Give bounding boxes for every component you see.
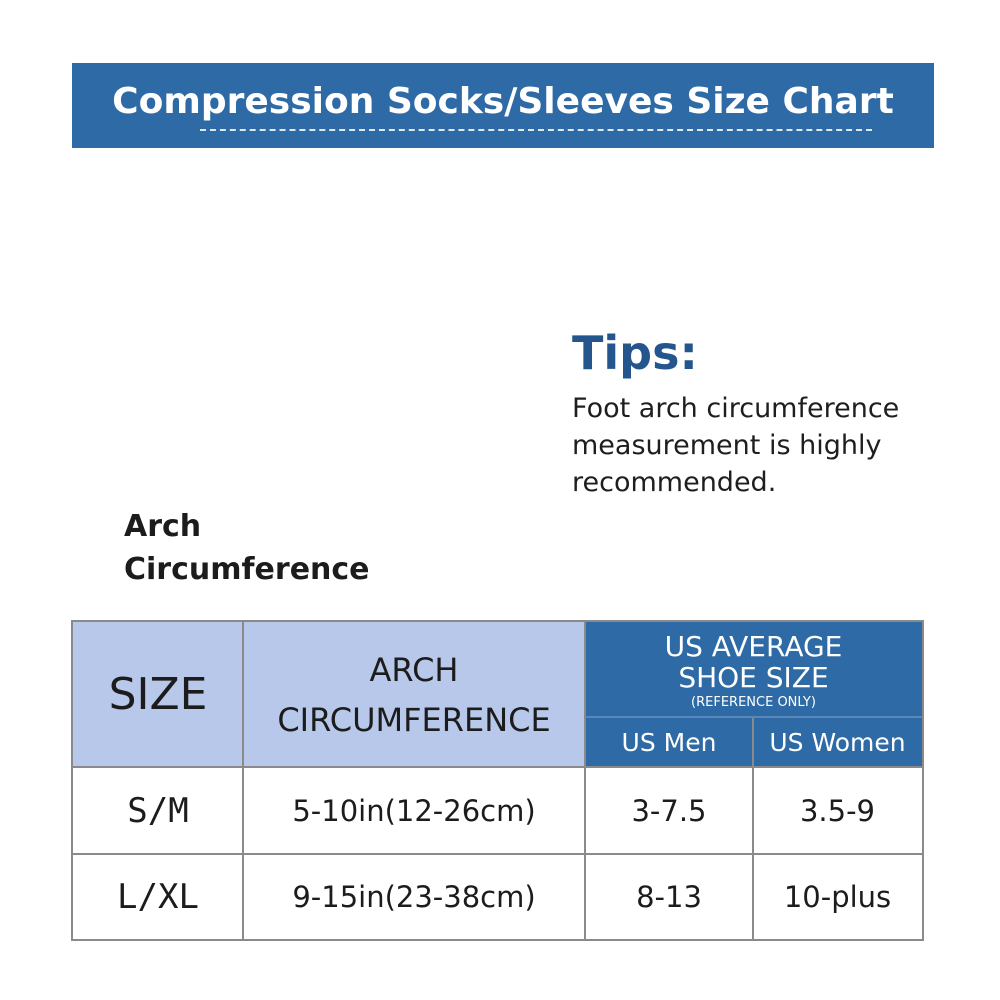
- men-value: 8-13: [636, 879, 702, 914]
- men-value: 3-7.5: [631, 793, 707, 828]
- header-shoe-note: (REFERENCE ONLY): [691, 694, 816, 710]
- table-row-2-men: [585, 854, 753, 939]
- table-row-1-size: [73, 767, 243, 854]
- header-arch: [243, 622, 585, 767]
- tips-title: Tips:: [572, 326, 698, 380]
- banner-dashed-rule: [200, 129, 872, 131]
- table-row-1-women: [753, 767, 922, 854]
- header-us-women: [753, 717, 922, 767]
- title-banner: [72, 63, 934, 148]
- arch-value: 5-10in(12-26cm): [292, 793, 536, 828]
- table-row-2-women: [753, 854, 922, 939]
- table-row-1-men: [585, 767, 753, 854]
- arch-value: 9-15in(23-38cm): [292, 879, 536, 914]
- tips-line: Foot arch circumference: [572, 393, 900, 424]
- grid-line: [752, 717, 754, 939]
- header-us-men-text: US Men: [621, 727, 717, 757]
- grid-line: [242, 622, 244, 939]
- arch-circumference-label: [124, 505, 370, 591]
- tips-body: [572, 390, 972, 501]
- header-arch-line: ARCH: [369, 650, 459, 689]
- women-value: 10-plus: [783, 879, 892, 914]
- grid-line: [584, 622, 586, 939]
- header-size-text: SIZE: [108, 669, 208, 720]
- table-row-2-arch: [243, 854, 585, 939]
- header-size: [73, 622, 243, 767]
- arch-label-line: Circumference: [124, 552, 370, 587]
- tips-line: recommended.: [572, 467, 777, 498]
- grid-line: [73, 766, 922, 768]
- table-row-1-arch: [243, 767, 585, 854]
- header-shoe-line: SHOE SIZE: [678, 660, 829, 694]
- header-us-women-text: US Women: [769, 727, 906, 757]
- grid-line: [585, 716, 922, 718]
- size-chart-table: [71, 620, 924, 941]
- women-value: 3.5-9: [799, 793, 876, 828]
- size-value: L/XL: [117, 876, 199, 917]
- table-row-2-size: [73, 854, 243, 939]
- size-value: S/M: [127, 790, 189, 831]
- grid-line: [73, 853, 922, 855]
- header-us-men: [585, 717, 753, 767]
- arch-label-line: Arch: [124, 509, 202, 544]
- tips-line: measurement is highly: [572, 430, 882, 461]
- banner-title: Compression Socks/Sleeves Size Chart: [112, 81, 894, 122]
- header-arch-line: CIRCUMFERENCE: [277, 700, 551, 739]
- header-shoe-line: US AVERAGE: [664, 629, 843, 663]
- header-us-average-shoe-size: [585, 622, 922, 717]
